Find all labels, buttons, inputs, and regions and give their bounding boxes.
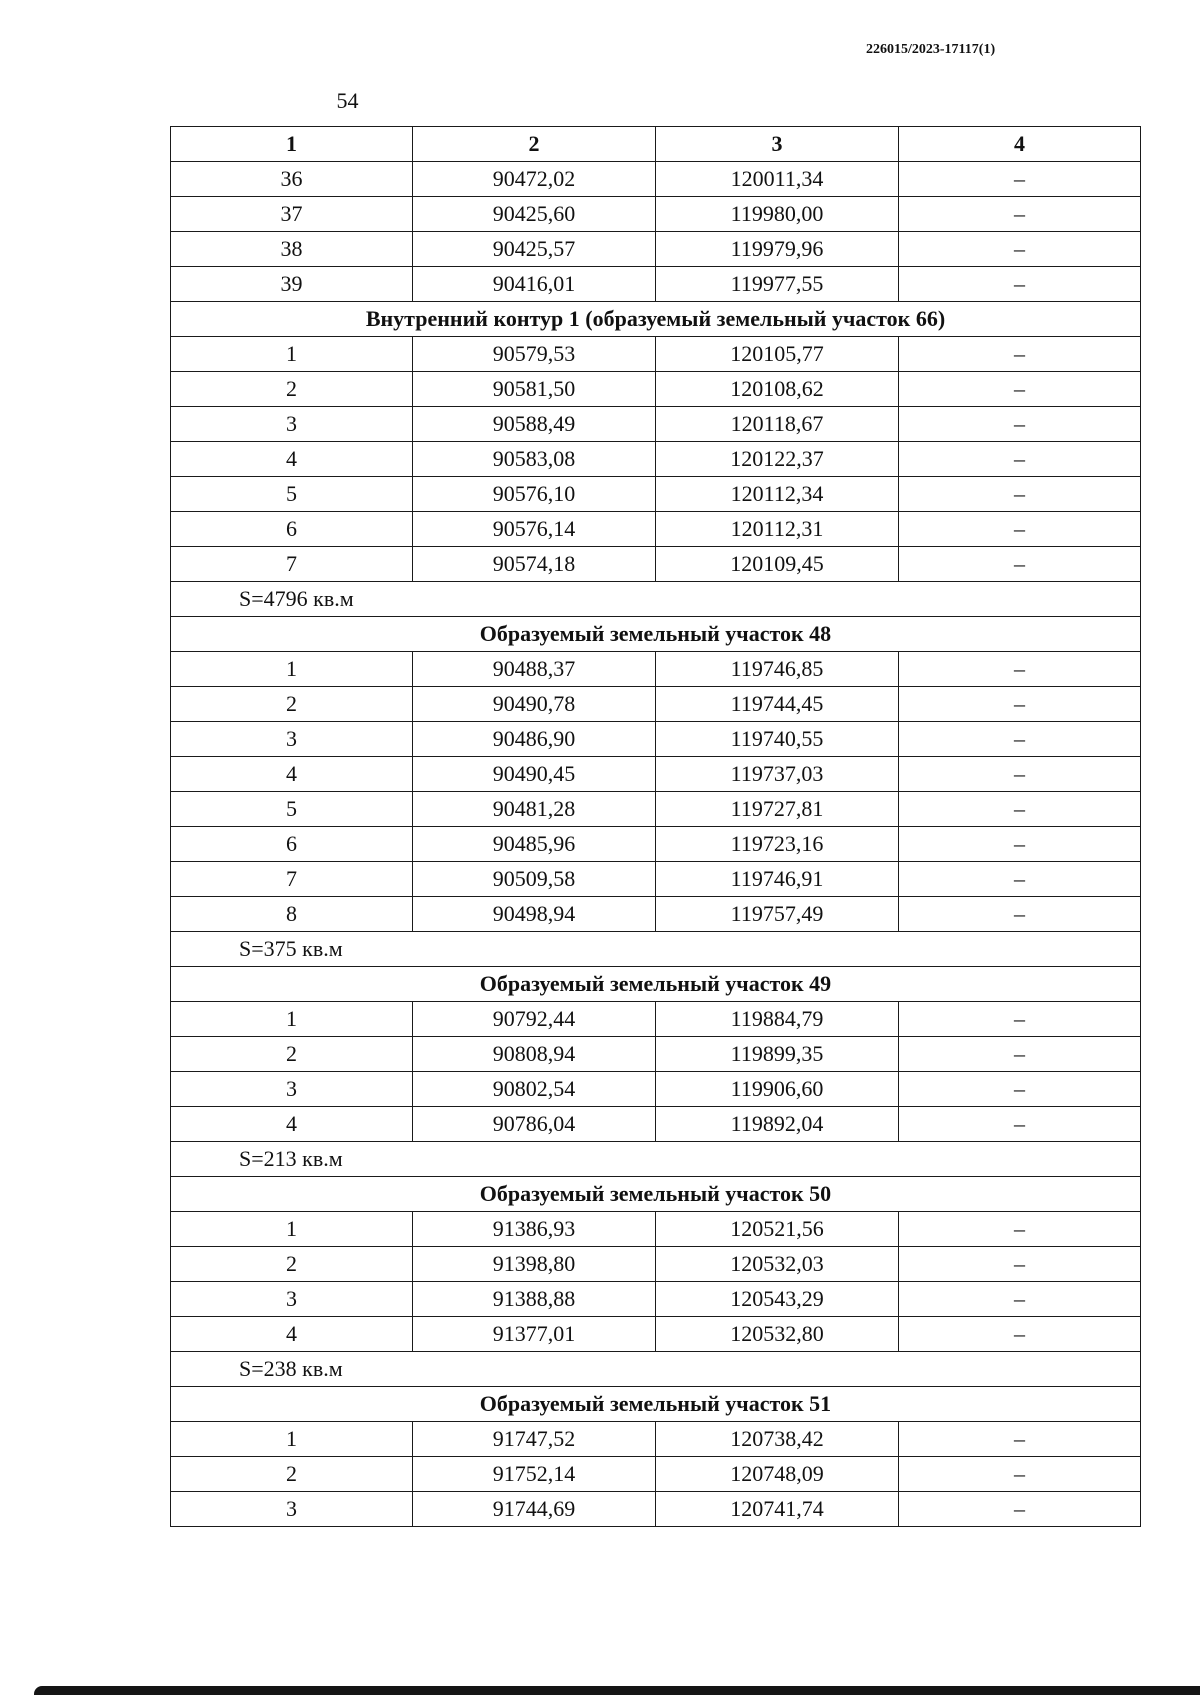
- x-coordinate-cell: 90792,44: [413, 1002, 656, 1037]
- x-coordinate-cell: 90490,45: [413, 757, 656, 792]
- error-cell: –: [899, 512, 1141, 547]
- x-coordinate-cell: 91377,01: [413, 1317, 656, 1352]
- section-title: Образуемый земельный участок 48: [171, 617, 1141, 652]
- column-header-1: 1: [171, 127, 413, 162]
- error-cell: –: [899, 862, 1141, 897]
- error-cell: –: [899, 687, 1141, 722]
- table-header-row: [171, 127, 1141, 162]
- x-coordinate-cell: 90808,94: [413, 1037, 656, 1072]
- area-row: [171, 1352, 1141, 1387]
- point-number-cell: 2: [171, 1037, 413, 1072]
- y-coordinate-cell: 120521,56: [656, 1212, 899, 1247]
- area-row: [171, 932, 1141, 967]
- error-cell: –: [899, 1492, 1141, 1527]
- y-coordinate-cell: 119884,79: [656, 1002, 899, 1037]
- error-cell: –: [899, 1457, 1141, 1492]
- y-coordinate-cell: 119906,60: [656, 1072, 899, 1107]
- x-coordinate-cell: 90509,58: [413, 862, 656, 897]
- y-coordinate-cell: 120108,62: [656, 372, 899, 407]
- table-row: [171, 512, 1141, 547]
- area-value: S=375 кв.м: [171, 932, 1141, 967]
- error-cell: –: [899, 1282, 1141, 1317]
- point-number-cell: 1: [171, 1422, 413, 1457]
- point-number-cell: 2: [171, 1457, 413, 1492]
- table-row: [171, 197, 1141, 232]
- table-row: [171, 372, 1141, 407]
- table-row: [171, 1492, 1141, 1527]
- error-cell: –: [899, 337, 1141, 372]
- error-cell: –: [899, 1037, 1141, 1072]
- section-header-row: [171, 302, 1141, 337]
- point-number-cell: 1: [171, 1212, 413, 1247]
- y-coordinate-cell: 120122,37: [656, 442, 899, 477]
- error-cell: –: [899, 267, 1141, 302]
- point-number-cell: 1: [171, 652, 413, 687]
- x-coordinate-cell: 90425,60: [413, 197, 656, 232]
- table-row: [171, 1037, 1141, 1072]
- table-row: [171, 1212, 1141, 1247]
- x-coordinate-cell: 90485,96: [413, 827, 656, 862]
- area-value: S=238 кв.м: [171, 1352, 1141, 1387]
- x-coordinate-cell: 90583,08: [413, 442, 656, 477]
- x-coordinate-cell: 91388,88: [413, 1282, 656, 1317]
- page-number: [0, 88, 1200, 114]
- x-coordinate-cell: 90588,49: [413, 407, 656, 442]
- error-cell: –: [899, 1317, 1141, 1352]
- y-coordinate-cell: 119740,55: [656, 722, 899, 757]
- y-coordinate-cell: 119746,85: [656, 652, 899, 687]
- y-coordinate-cell: 119746,91: [656, 862, 899, 897]
- point-number-cell: 2: [171, 1247, 413, 1282]
- point-number-cell: 7: [171, 547, 413, 582]
- x-coordinate-cell: 90576,10: [413, 477, 656, 512]
- y-coordinate-cell: 119727,81: [656, 792, 899, 827]
- table-row: [171, 1317, 1141, 1352]
- area-row: [171, 1142, 1141, 1177]
- point-number-cell: 3: [171, 407, 413, 442]
- error-cell: –: [899, 757, 1141, 792]
- x-coordinate-cell: 90579,53: [413, 337, 656, 372]
- point-number-cell: 8: [171, 897, 413, 932]
- error-cell: –: [899, 162, 1141, 197]
- x-coordinate-cell: 91398,80: [413, 1247, 656, 1282]
- table-row: [171, 1072, 1141, 1107]
- error-cell: –: [899, 1212, 1141, 1247]
- table-row: [171, 1422, 1141, 1457]
- table-row: [171, 442, 1141, 477]
- table-row: [171, 862, 1141, 897]
- point-number-cell: 3: [171, 1072, 413, 1107]
- table-row: [171, 267, 1141, 302]
- error-cell: –: [899, 442, 1141, 477]
- x-coordinate-cell: 90581,50: [413, 372, 656, 407]
- table-row: [171, 337, 1141, 372]
- y-coordinate-cell: 119980,00: [656, 197, 899, 232]
- x-coordinate-cell: 90576,14: [413, 512, 656, 547]
- x-coordinate-cell: 90786,04: [413, 1107, 656, 1142]
- page-number-text: 54: [336, 88, 359, 113]
- section-title: Образуемый земельный участок 51: [171, 1387, 1141, 1422]
- point-number-cell: 2: [171, 687, 413, 722]
- y-coordinate-cell: 120741,74: [656, 1492, 899, 1527]
- x-coordinate-cell: 90802,54: [413, 1072, 656, 1107]
- error-cell: –: [899, 827, 1141, 862]
- x-coordinate-cell: 91747,52: [413, 1422, 656, 1457]
- error-cell: –: [899, 1072, 1141, 1107]
- point-number-cell: 4: [171, 1107, 413, 1142]
- point-number-cell: 6: [171, 827, 413, 862]
- point-number-cell: 38: [171, 232, 413, 267]
- point-number-cell: 36: [171, 162, 413, 197]
- error-cell: –: [899, 897, 1141, 932]
- error-cell: –: [899, 232, 1141, 267]
- table-row: [171, 547, 1141, 582]
- table-row: [171, 792, 1141, 827]
- y-coordinate-cell: 119723,16: [656, 827, 899, 862]
- section-title: Образуемый земельный участок 50: [171, 1177, 1141, 1212]
- section-header-row: [171, 1177, 1141, 1212]
- point-number-cell: 5: [171, 477, 413, 512]
- table-row: [171, 1107, 1141, 1142]
- x-coordinate-cell: 90574,18: [413, 547, 656, 582]
- point-number-cell: 3: [171, 722, 413, 757]
- error-cell: –: [899, 372, 1141, 407]
- point-number-cell: 37: [171, 197, 413, 232]
- area-value: S=213 кв.м: [171, 1142, 1141, 1177]
- section-title: Внутренний контур 1 (образуемый земельный участок 66): [171, 302, 1141, 337]
- error-cell: –: [899, 1002, 1141, 1037]
- section-title: Образуемый земельный участок 49: [171, 967, 1141, 1002]
- point-number-cell: 39: [171, 267, 413, 302]
- y-coordinate-cell: 120543,29: [656, 1282, 899, 1317]
- error-cell: –: [899, 1422, 1141, 1457]
- table-row: [171, 407, 1141, 442]
- column-header-4: 4: [899, 127, 1141, 162]
- section-header-row: [171, 617, 1141, 652]
- y-coordinate-cell: 119977,55: [656, 267, 899, 302]
- x-coordinate-cell: 90490,78: [413, 687, 656, 722]
- y-coordinate-cell: 120532,80: [656, 1317, 899, 1352]
- table-row: [171, 232, 1141, 267]
- y-coordinate-cell: 119979,96: [656, 232, 899, 267]
- y-coordinate-cell: 119737,03: [656, 757, 899, 792]
- error-cell: –: [899, 407, 1141, 442]
- x-coordinate-cell: 90481,28: [413, 792, 656, 827]
- area-row: [171, 582, 1141, 617]
- error-cell: –: [899, 652, 1141, 687]
- table-row: [171, 897, 1141, 932]
- y-coordinate-cell: 119757,49: [656, 897, 899, 932]
- y-coordinate-cell: 119892,04: [656, 1107, 899, 1142]
- x-coordinate-cell: 90488,37: [413, 652, 656, 687]
- point-number-cell: 4: [171, 1317, 413, 1352]
- document-registration-number: 226015/2023-17117(1): [866, 42, 996, 57]
- table-row: [171, 477, 1141, 512]
- table-row: [171, 687, 1141, 722]
- table-row: [171, 652, 1141, 687]
- point-number-cell: 1: [171, 337, 413, 372]
- x-coordinate-cell: 90416,01: [413, 267, 656, 302]
- area-value: S=4796 кв.м: [171, 582, 1141, 617]
- y-coordinate-cell: 119744,45: [656, 687, 899, 722]
- column-header-2: 2: [413, 127, 656, 162]
- table-row: [171, 757, 1141, 792]
- x-coordinate-cell: 90498,94: [413, 897, 656, 932]
- error-cell: –: [899, 1107, 1141, 1142]
- y-coordinate-cell: 120105,77: [656, 337, 899, 372]
- x-coordinate-cell: 90472,02: [413, 162, 656, 197]
- x-coordinate-cell: 91744,69: [413, 1492, 656, 1527]
- error-cell: –: [899, 1247, 1141, 1282]
- error-cell: –: [899, 722, 1141, 757]
- error-cell: –: [899, 477, 1141, 512]
- y-coordinate-cell: 120532,03: [656, 1247, 899, 1282]
- point-number-cell: 4: [171, 757, 413, 792]
- x-coordinate-cell: 91386,93: [413, 1212, 656, 1247]
- y-coordinate-cell: 120112,34: [656, 477, 899, 512]
- x-coordinate-cell: 91752,14: [413, 1457, 656, 1492]
- y-coordinate-cell: 120118,67: [656, 407, 899, 442]
- table-row: [171, 162, 1141, 197]
- table-row: [171, 1282, 1141, 1317]
- section-header-row: [171, 1387, 1141, 1422]
- point-number-cell: 1: [171, 1002, 413, 1037]
- point-number-cell: 4: [171, 442, 413, 477]
- table-body: [171, 162, 1141, 1527]
- scan-edge-bar: [34, 1686, 1200, 1695]
- table-row: [171, 1002, 1141, 1037]
- error-cell: –: [899, 197, 1141, 232]
- y-coordinate-cell: 120109,45: [656, 547, 899, 582]
- y-coordinate-cell: 120748,09: [656, 1457, 899, 1492]
- point-number-cell: 7: [171, 862, 413, 897]
- table-row: [171, 1247, 1141, 1282]
- section-header-row: [171, 967, 1141, 1002]
- point-number-cell: 2: [171, 372, 413, 407]
- point-number-cell: 3: [171, 1492, 413, 1527]
- point-number-cell: 3: [171, 1282, 413, 1317]
- table-row: [171, 827, 1141, 862]
- error-cell: –: [899, 792, 1141, 827]
- point-number-cell: 6: [171, 512, 413, 547]
- point-number-cell: 5: [171, 792, 413, 827]
- y-coordinate-cell: 120011,34: [656, 162, 899, 197]
- table-row: [171, 1457, 1141, 1492]
- y-coordinate-cell: 119899,35: [656, 1037, 899, 1072]
- error-cell: –: [899, 547, 1141, 582]
- column-header-3: 3: [656, 127, 899, 162]
- coordinates-table: [170, 126, 1141, 1527]
- y-coordinate-cell: 120738,42: [656, 1422, 899, 1457]
- table-row: [171, 722, 1141, 757]
- y-coordinate-cell: 120112,31: [656, 512, 899, 547]
- x-coordinate-cell: 90425,57: [413, 232, 656, 267]
- x-coordinate-cell: 90486,90: [413, 722, 656, 757]
